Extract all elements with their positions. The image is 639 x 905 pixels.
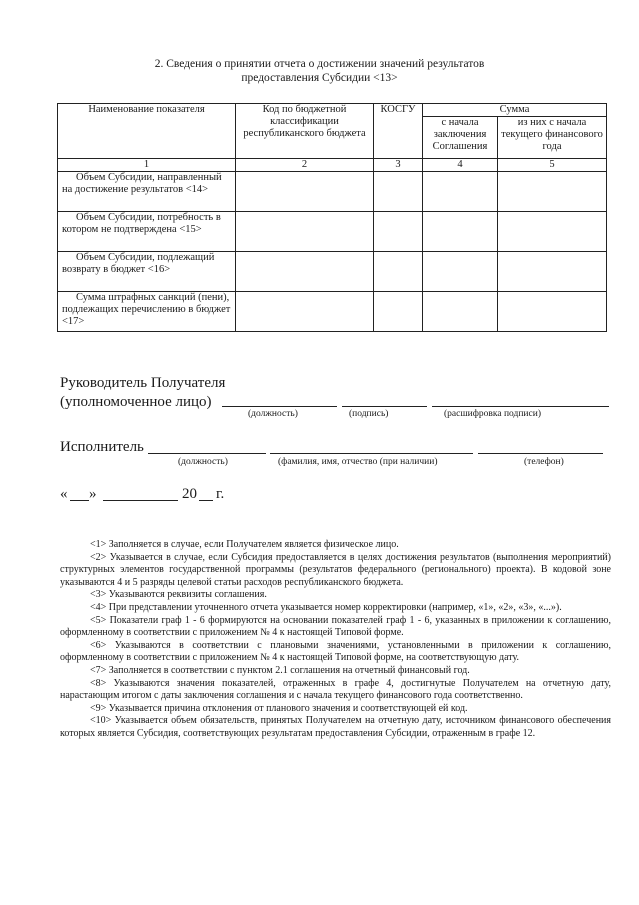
table-row <box>58 252 607 292</box>
decode-line <box>432 406 609 407</box>
header-since-agreement: с начала заключения Соглашения <box>423 117 498 159</box>
cell-sum-year <box>498 292 607 332</box>
results-table <box>57 103 607 332</box>
row-label: Объем Субсидии, направленный на достижение результатов <14> <box>58 172 236 212</box>
row-label: Объем Субсидии, подлежащий возврату в бюджет <16> <box>58 252 236 292</box>
position-line <box>222 406 337 407</box>
footnote: <5> Показатели граф 1 - 6 формируются на основании показателей граф 1 - 6, указанных в приложении к соглашению, оформленному в соответствии с приложением № 4 к настоящей Типовой форме. <box>60 614 611 639</box>
footnote: <1> Заполняется в случае, если Получателем является физическое лицо. <box>90 539 399 550</box>
cell-kosgu <box>374 252 423 292</box>
cell-sum-year <box>498 172 607 212</box>
date-quote-open: « <box>60 486 68 502</box>
cell-sum-year <box>498 252 607 292</box>
executor-label: Исполнитель <box>60 439 144 455</box>
caption-position: (должность) <box>248 409 298 419</box>
caption-phone: (телефон) <box>524 457 564 467</box>
footnote: <3> Указываются реквизиты соглашения. <box>90 589 267 601</box>
section-title-line1: 2. Сведения о принятии отчета о достижении значений результатов <box>154 58 485 70</box>
col-number: 4 <box>423 159 498 172</box>
date-day-line <box>70 500 89 501</box>
cell-sum-agreement <box>423 172 498 212</box>
cell-code <box>236 212 374 252</box>
cell-sum-agreement <box>423 212 498 252</box>
footnote: <9> Указывается причина отклонения от планового значения и соответствующей ей код. <box>90 702 468 714</box>
table-row <box>58 172 607 212</box>
footnotes <box>60 539 611 741</box>
cell-kosgu <box>374 212 423 252</box>
date-year-prefix: 20 <box>182 486 197 502</box>
col-number: 1 <box>58 159 236 172</box>
executor-position-line <box>148 453 266 454</box>
footnote: <8> Указываются значения показателей, отраженных в графе 4, достигнутые Получателем на отчетную дату, нарастающим итогом с даты заключения соглашения и с начала текущего финансового года соответственно. <box>60 677 611 702</box>
cell-sum-agreement <box>423 252 498 292</box>
col-number: 3 <box>374 159 423 172</box>
executor-phone-line <box>478 453 603 454</box>
header-name: Наименование показателя <box>58 104 236 159</box>
section-title-line2: предоставления Субсидии <13> <box>241 72 398 84</box>
head-label-line1: Руководитель Получателя <box>60 375 226 391</box>
executor-fio-line <box>270 453 473 454</box>
footnote: <7> Заполняется в соответствии с пунктом 2.1 соглашения на отчетный финансовый год. <box>90 664 470 676</box>
cell-kosgu <box>374 172 423 212</box>
footnote: <10> Указывается объем обязательств, принятых Получателем на отчетную дату, источником финансового обеспечения которых является Субсидия, соответствующих результатам предоставления Субсидии, отраженным в графе 12. <box>60 715 611 739</box>
row-label: Сумма штрафных санкций (пени), подлежащих перечислению в бюджет <17> <box>58 292 236 332</box>
table-row <box>58 212 607 252</box>
header-sum: Сумма <box>423 104 607 117</box>
date-quote-close: » <box>89 486 97 502</box>
cell-sum-year <box>498 212 607 252</box>
cell-sum-agreement <box>423 292 498 332</box>
table-row <box>58 292 607 332</box>
header-code: Код по бюджетной классификации республиканского бюджета <box>236 104 374 159</box>
date-year-line <box>199 500 213 501</box>
cell-kosgu <box>374 292 423 332</box>
header-since-year: из них с начала текущего финансового года <box>498 117 607 159</box>
caption-decode: (расшифровка подписи) <box>444 409 541 419</box>
caption-executor-position: (должность) <box>178 457 228 467</box>
date-month-line <box>103 500 178 501</box>
row-label: Объем Субсидии, потребность в котором не подтверждена <15> <box>58 212 236 252</box>
header-kosgu: КОСГУ <box>374 104 423 159</box>
caption-fio: (фамилия, имя, отчество (при наличии) <box>278 457 438 467</box>
footnote: <2> Указывается в случае, если Субсидия предоставляется в целях достижения результатов (выполнения мероприятий) структурных элементов государственной программы (результатов федерального (регионального) проекта). В кодовой зоне указываются 4 и 5 разряды целевой статьи расходов республиканского бюджета. <box>60 551 611 588</box>
caption-signature: (подпись) <box>349 409 389 419</box>
cell-code <box>236 292 374 332</box>
footnote: <6> Указываются в соответствии с плановыми значениями, установленными в приложении к соглашению, оформленному в соответствии с приложением № 4 к настоящей Типовой форме, на соответствующую дату. <box>60 639 611 664</box>
col-number: 5 <box>498 159 607 172</box>
signature-line <box>342 406 427 407</box>
footnote: <4> При представлении уточненного отчета указывается номер корректировки (например, «1», «2», «3», «...»). <box>90 601 562 613</box>
col-number: 2 <box>236 159 374 172</box>
head-label-line2: (уполномоченное лицо) <box>60 394 212 410</box>
cell-code <box>236 172 374 212</box>
cell-code <box>236 252 374 292</box>
date-year-suffix: г. <box>216 486 225 502</box>
